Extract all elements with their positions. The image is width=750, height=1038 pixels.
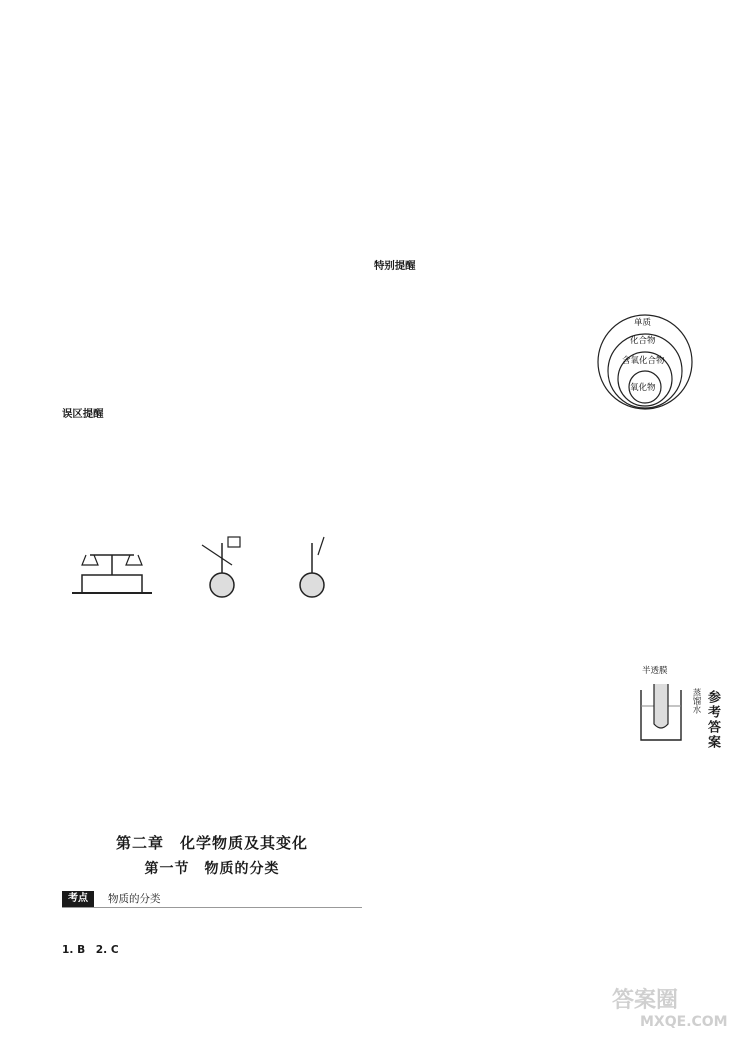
venn-label-2: 化合物 bbox=[630, 336, 656, 346]
right-paragraph bbox=[374, 470, 694, 487]
right-paragraph bbox=[374, 130, 694, 147]
dialysis-figure bbox=[636, 664, 706, 756]
right-paragraph bbox=[374, 610, 694, 627]
left-paragraph bbox=[62, 330, 362, 347]
right-paragraph bbox=[374, 410, 694, 427]
right-paragraph bbox=[374, 770, 694, 787]
right-paragraph bbox=[374, 550, 694, 567]
right-paragraph bbox=[374, 110, 694, 127]
right-paragraph bbox=[374, 510, 694, 527]
dialysis-membrane-label: 半透膜 bbox=[642, 666, 668, 676]
dialysis-beaker bbox=[636, 680, 686, 744]
right-paragraph bbox=[374, 50, 694, 67]
left-paragraph bbox=[62, 70, 362, 87]
left-paragraph bbox=[62, 250, 362, 267]
right-paragraph bbox=[374, 850, 694, 867]
left-paragraph bbox=[62, 450, 362, 467]
classification-venn-diagram bbox=[596, 313, 694, 411]
left-paragraph bbox=[62, 230, 362, 247]
left-paragraph bbox=[62, 170, 362, 187]
left-paragraph bbox=[62, 430, 362, 447]
left-paragraph bbox=[62, 290, 362, 307]
kaodian-label: 物质的分类 bbox=[108, 893, 161, 905]
right-paragraph bbox=[374, 950, 694, 967]
left-paragraph bbox=[62, 370, 362, 387]
right-paragraph bbox=[374, 970, 694, 987]
right-paragraph bbox=[374, 810, 694, 827]
right-paragraph bbox=[374, 910, 694, 927]
right-paragraph bbox=[374, 210, 694, 227]
venn-label-1: 单质 bbox=[634, 318, 652, 328]
left-paragraph bbox=[62, 90, 362, 107]
tip-box-right bbox=[374, 254, 694, 273]
lab-apparatus-figure bbox=[62, 535, 362, 645]
watermark-url: MXQE.COM bbox=[640, 1014, 728, 1030]
tip-box-left bbox=[62, 402, 362, 421]
right-paragraph bbox=[374, 290, 694, 307]
right-paragraph bbox=[374, 90, 694, 107]
right-paragraph bbox=[374, 70, 694, 87]
right-paragraph bbox=[374, 870, 694, 887]
left-paragraph bbox=[62, 310, 362, 327]
tip-label: 误区提醒 bbox=[62, 408, 104, 420]
right-paragraph bbox=[374, 790, 694, 807]
lab-apparatus-illustration bbox=[62, 535, 362, 605]
right-paragraph bbox=[374, 230, 694, 247]
right-paragraph bbox=[374, 630, 694, 647]
right-paragraph bbox=[374, 490, 694, 507]
left-paragraph bbox=[62, 130, 362, 147]
right-column bbox=[374, 50, 694, 1010]
right-paragraph bbox=[374, 890, 694, 907]
watermark-logo: 答案圈 bbox=[612, 988, 679, 1013]
right-paragraph bbox=[374, 930, 694, 947]
left-paragraph bbox=[62, 190, 362, 207]
left-paragraph bbox=[62, 350, 362, 367]
right-paragraph bbox=[374, 530, 694, 547]
right-paragraph bbox=[374, 150, 694, 167]
right-paragraph bbox=[374, 450, 694, 467]
right-paragraph bbox=[374, 170, 694, 187]
right-paragraph bbox=[374, 570, 694, 587]
left-paragraph bbox=[62, 150, 362, 167]
kaodian-bar bbox=[62, 891, 362, 908]
section-title: 第一节 物质的分类 bbox=[144, 861, 280, 877]
answers-row: 1. B 2. C bbox=[62, 944, 119, 956]
venn-label-4: 氧化物 bbox=[630, 383, 656, 393]
dialysis-water-label: 蒸馏水 bbox=[691, 688, 701, 714]
tip-label-right: 特别提醒 bbox=[374, 260, 416, 272]
venn-label-3: 含氧化合物 bbox=[622, 356, 665, 366]
right-paragraph bbox=[374, 830, 694, 847]
left-paragraph bbox=[62, 110, 362, 127]
answer-key-tab: 参考答案 bbox=[705, 690, 720, 750]
right-paragraph bbox=[374, 590, 694, 607]
left-paragraph bbox=[62, 210, 362, 227]
right-paragraph bbox=[374, 430, 694, 447]
left-paragraph bbox=[62, 270, 362, 287]
kaodian-tag: 考点 bbox=[62, 891, 94, 907]
chapter-title: 第二章 化学物质及其变化 bbox=[115, 834, 308, 852]
right-paragraph bbox=[374, 190, 694, 207]
left-paragraph bbox=[62, 50, 362, 67]
